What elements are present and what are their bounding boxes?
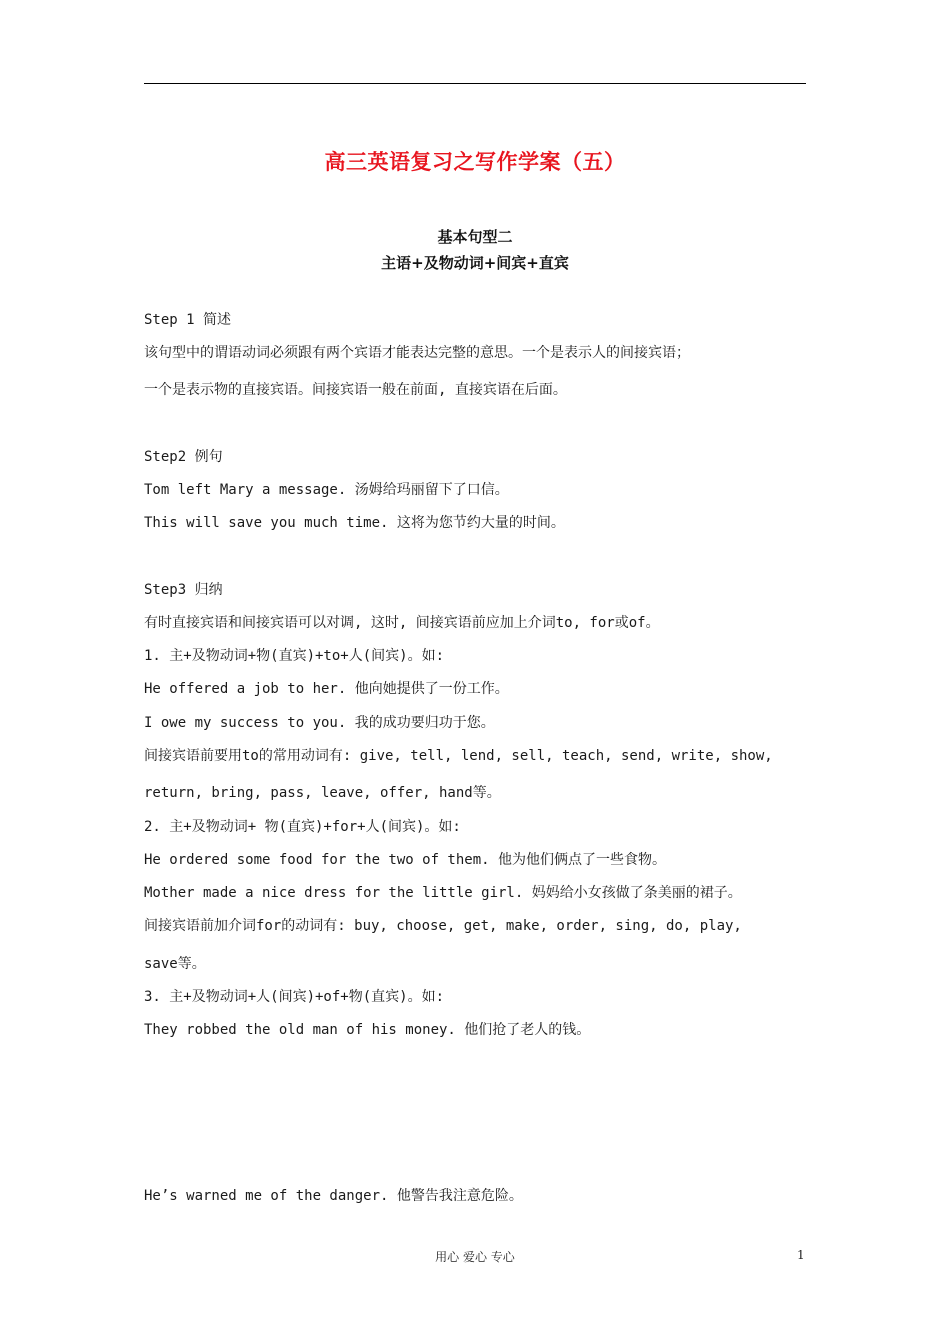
example-line: This will save you much time. 这将为您节约大量的时间。	[144, 515, 565, 531]
rule-heading: 3. 主+及物动词+人(间宾)+of+物(直宾)。如:	[144, 989, 445, 1005]
example-line: I owe my success to you. 我的成功要归功于您。	[144, 715, 495, 731]
example-line: He’s warned me of the danger. 他警告我注意危险。	[144, 1188, 523, 1204]
step1-heading: Step 1 简述	[144, 312, 232, 328]
example-line: He offered a job to her. 他向她提供了一份工作。	[144, 681, 509, 697]
paragraph-line: 有时直接宾语和间接宾语可以对调, 这时, 间接宾语前应加上介词to, for或of。	[144, 615, 660, 631]
verb-list-line: return, bring, pass, leave, offer, hand等。	[144, 785, 501, 801]
verb-list-line: 间接宾语前加介词for的动词有: buy, choose, get, make, order, sing, do, play,	[144, 918, 742, 934]
verb-list-line: save等。	[144, 956, 206, 972]
rule-heading: 2. 主+及物动词+ 物(直宾)+for+人(间宾)。如:	[144, 819, 461, 835]
step2-heading: Step2 例句	[144, 449, 223, 465]
section-subtitle: 基本句型二	[437, 228, 513, 246]
paragraph-line: 一个是表示物的直接宾语。间接宾语一般在前面, 直接宾语在后面。	[144, 382, 567, 398]
step3-heading: Step3 归纳	[144, 582, 223, 598]
rule-heading: 1. 主+及物动词+物(直宾)+to+人(间宾)。如:	[144, 648, 445, 664]
page-footer: 用心 爱心 专心	[435, 1250, 515, 1264]
example-line: Tom left Mary a message. 汤姆给玛丽留下了口信。	[144, 482, 509, 498]
example-line: He ordered some food for the two of them. 他为他们俩点了一些食物。	[144, 852, 667, 868]
pattern-subtitle: 主语+及物动词+间宾+直宾	[381, 254, 569, 272]
example-line: They robbed the old man of his money. 他们抢了老人的钱。	[144, 1022, 591, 1038]
example-line: Mother made a nice dress for the little girl. 妈妈给小女孩做了条美丽的裙子。	[144, 885, 742, 901]
page-title: 高三英语复习之写作学案（五）	[324, 150, 626, 174]
header-rule	[144, 83, 806, 84]
page-number: 1	[797, 1248, 805, 1262]
paragraph-line: 该句型中的谓语动词必须跟有两个宾语才能表达完整的意思。一个是表示人的间接宾语；	[144, 345, 690, 361]
verb-list-line: 间接宾语前要用to的常用动词有: give, tell, lend, sell, teach, send, write, show,	[144, 748, 773, 764]
